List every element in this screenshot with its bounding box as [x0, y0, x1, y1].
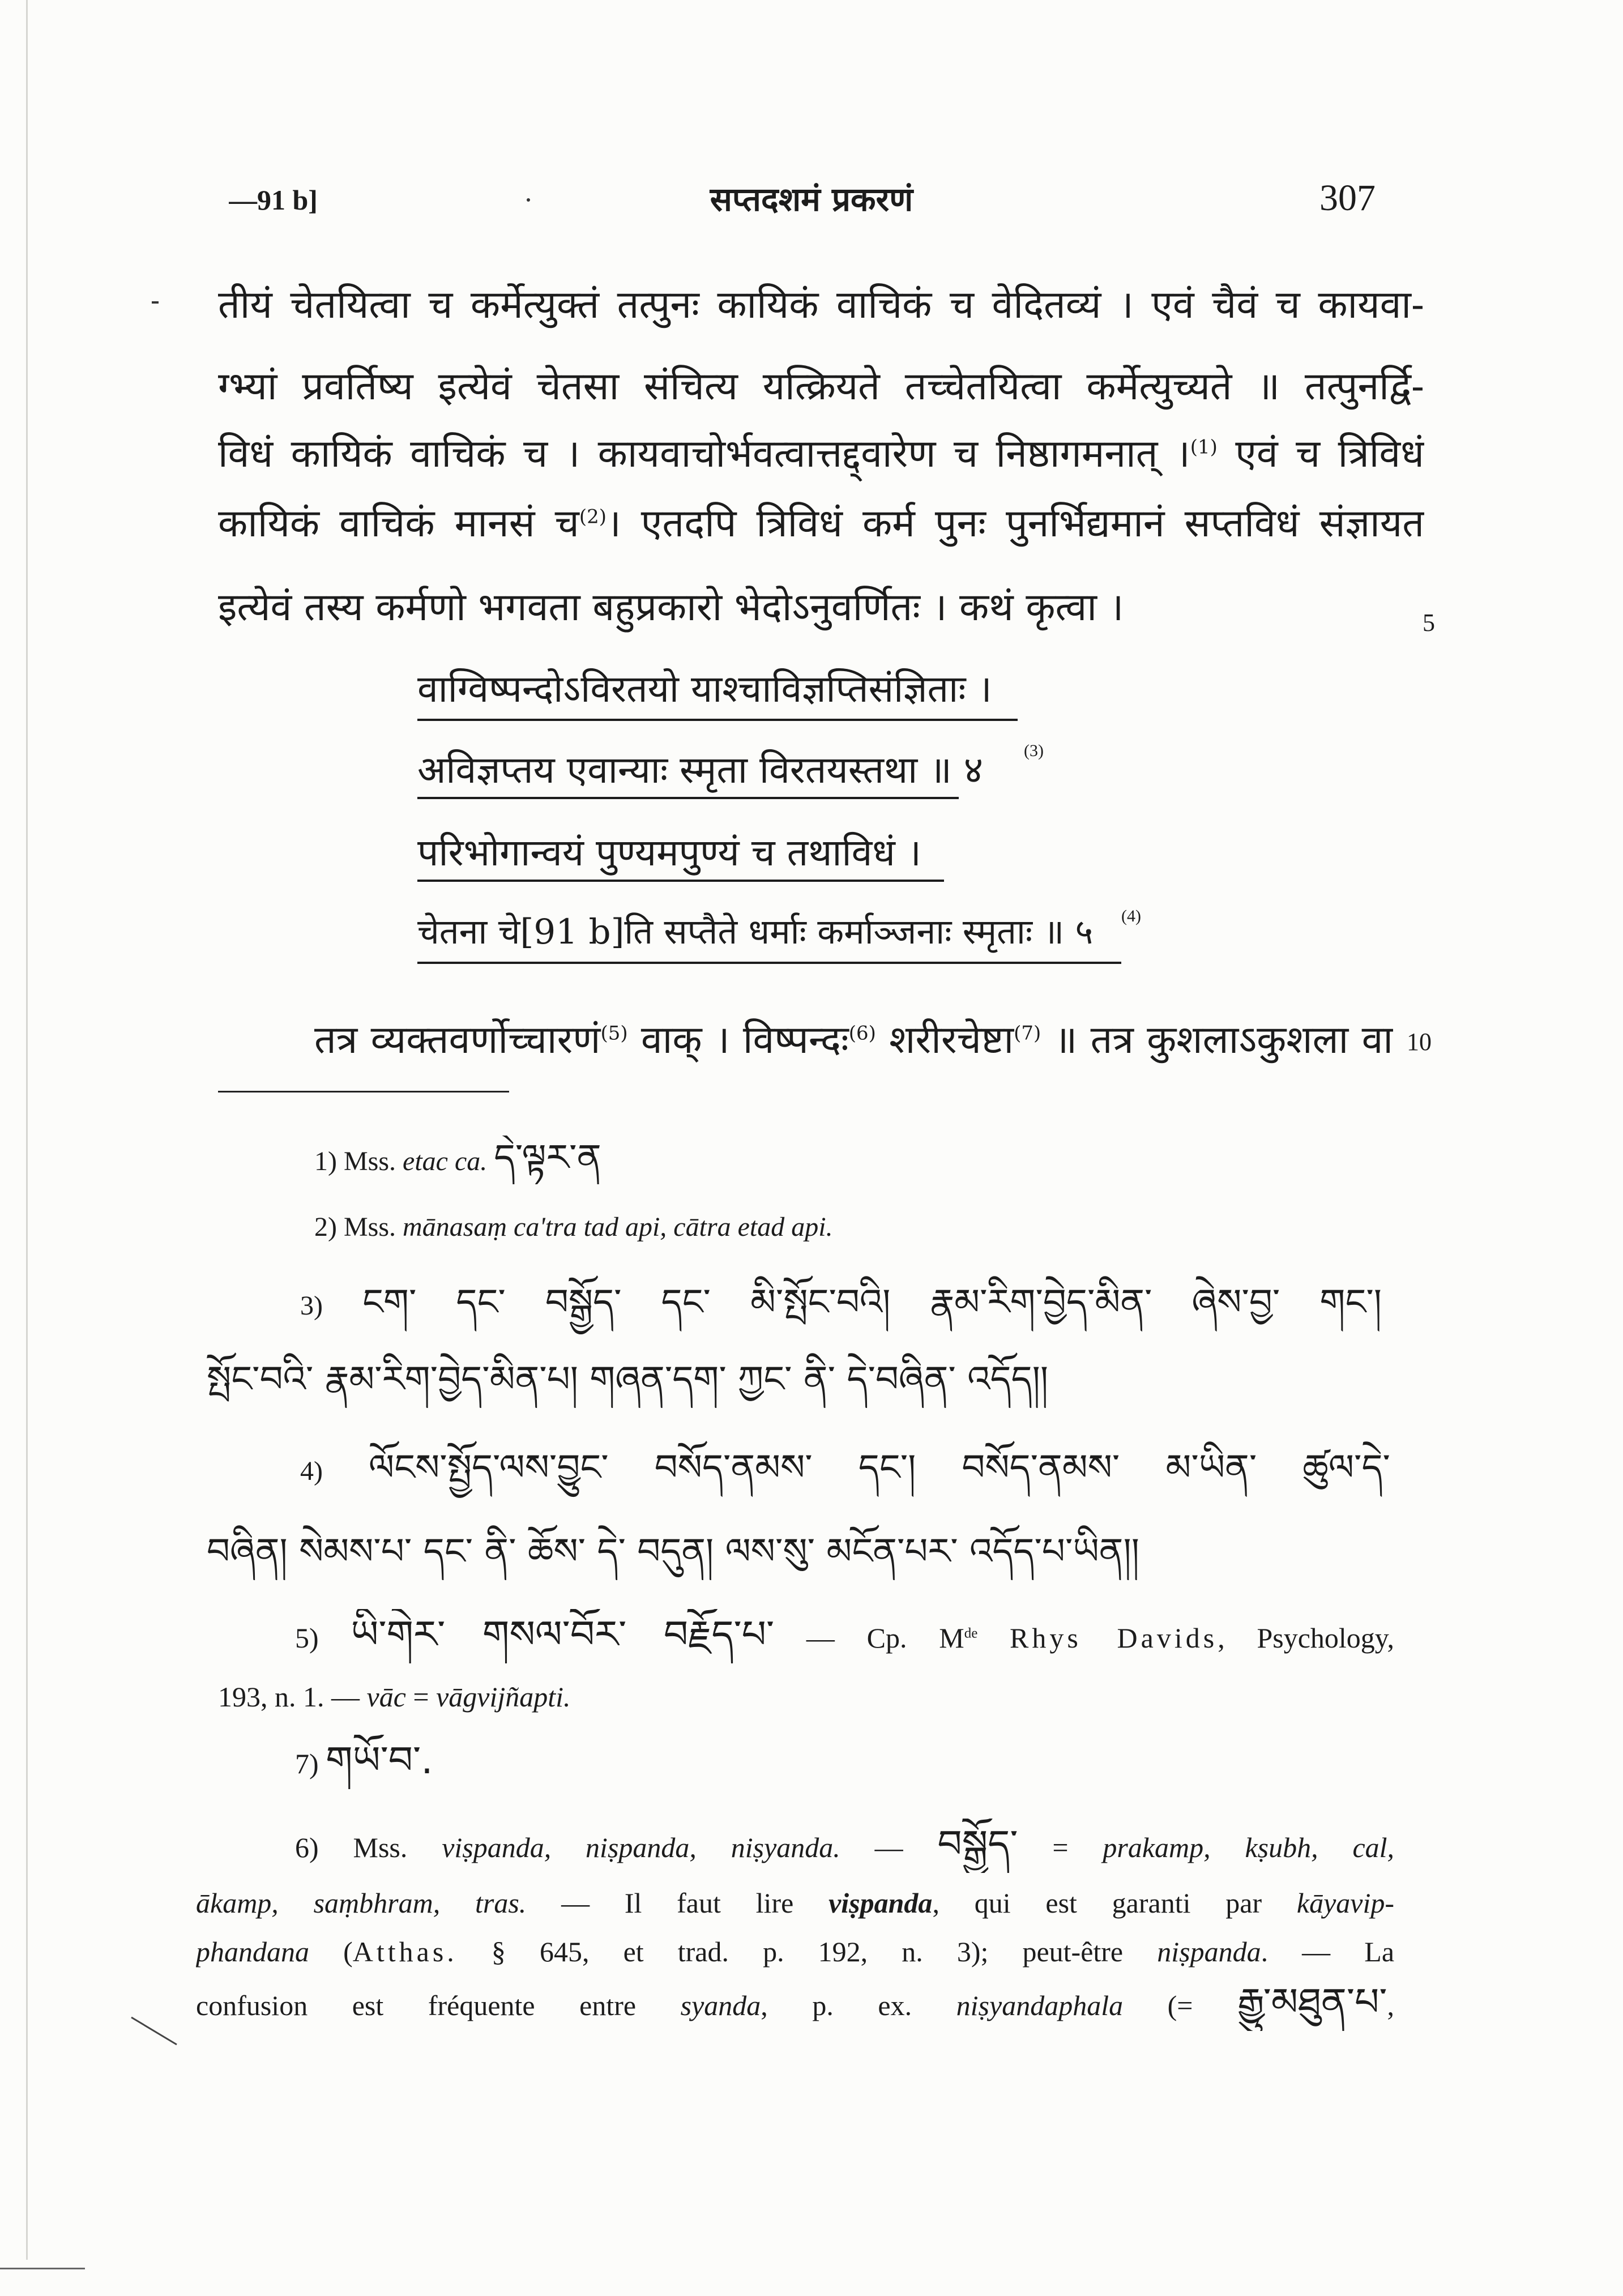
footnote-6-senses-2: ākamp, saṃbhram, tras.: [196, 1887, 527, 1919]
footnote-5-term-1: vāc: [366, 1681, 406, 1713]
footnote-4-line-2: བཞིན། སེམས་པ་ དང་ ནི་ ཆོས་ དེ་ བདུན། ལས་སུ་ མངོན་པར་ འདོད་པ་ཡིན།།: [207, 1531, 1139, 1573]
footnote-ref-4: (4): [1121, 907, 1141, 925]
footnote-5-work: , Psychology,: [1218, 1622, 1394, 1654]
footnote-3-tibetan-1: ངག་ དང་ བསྒྱོད་ དང་ མི་སྤོང་བའི། རྣམ་རིག་བྱེད་མིན་ ཞེས་བྱ་ གང་།: [362, 1282, 1382, 1324]
footnote-6-comma: ,: [1387, 1990, 1394, 2021]
footnote-6-text-1: — Il faut lire: [561, 1887, 794, 1919]
verse-line-1: वाग्विष्पन्दोऽविरतयो याश्चाविज्ञप्तिसंज्ञिताः ।: [417, 667, 992, 711]
footnote-1: [314, 1136, 937, 1184]
footnote-6-mss: Mss.: [353, 1832, 408, 1863]
footnote-separator: [218, 1091, 509, 1092]
footnote-5-cp: — Cp.: [806, 1622, 907, 1654]
footnote-6-term-syanda: syanda: [680, 1990, 761, 2021]
page-edge-shadow: [26, 0, 28, 2260]
footnote-6-alt-reading: niṣpanda: [1157, 1936, 1261, 1968]
footnote-ref-2: (2): [579, 505, 607, 528]
text-line-3: [218, 427, 1424, 481]
footnote-ref-7: (7): [1014, 1022, 1041, 1045]
footnote-6-dash: —: [874, 1832, 903, 1863]
footnote-6-text-6: , p. ex.: [761, 1990, 912, 2021]
line-number-10: 10: [1407, 1028, 1432, 1056]
margin-mark: [152, 301, 159, 304]
footnote-2-number: 2): [314, 1212, 337, 1242]
scan-mark-bottom: [0, 2268, 85, 2269]
footnote-ref-5: (5): [600, 1022, 628, 1045]
footnote-6-number: 6): [295, 1832, 319, 1863]
footnote-5-tibetan: ཡི་གེར་ གསལ་བོར་ བརྗོད་པ་: [351, 1612, 775, 1657]
footnote-5-line-2: [218, 1671, 784, 1722]
text-line-10-part-b: वाक् । विष्पन्दः: [627, 1018, 849, 1062]
text-line-10-part-a: तत्र व्यक्तवर्णोच्चारणं: [314, 1018, 601, 1062]
footnote-1-reading: etac ca.: [403, 1146, 488, 1176]
footnote-ref-6: (6): [848, 1022, 876, 1045]
footnote-4-tibetan-1: ལོངས་སྤྱོད་ལས་བྱུང་ བསོད་ནམས་ དང་། བསོད་ནམས་ མ་ཡིན་ ཚུལ་དེ་: [369, 1447, 1390, 1489]
verse-underline-1: [417, 719, 1018, 721]
footnote-1-number: 1): [314, 1146, 337, 1176]
verse-underline-3: [417, 880, 944, 882]
footnote-6-correct-reading: viṣpanda: [828, 1887, 933, 1919]
header-folio-ref: —91 b]: [229, 184, 318, 216]
verse-line-3: परिभोगान्वयं पुण्यमपुण्यं च तथाविधं ।: [417, 831, 921, 874]
verse-underline-2: [417, 797, 959, 799]
footnote-6-line-2: [196, 1877, 1394, 1928]
footnote-7-number: 7): [295, 1748, 319, 1779]
footnote-7: [295, 1735, 635, 1789]
footnote-2: [314, 1205, 1050, 1250]
footnote-6-senses-1: prakamp, kṣubh, cal,: [1103, 1832, 1394, 1863]
text-line-10-part-d: ॥ तत्र कुशलाऽकुशला वा: [1041, 1018, 1393, 1062]
footnote-3-number: 3): [300, 1291, 323, 1321]
line-number-5: 5: [1423, 609, 1435, 637]
footnote-6-line-3: [196, 1926, 1394, 1977]
header-dot-mark: [527, 198, 530, 202]
footnote-1-tibetan: དེ་ལྟར་ན: [494, 1137, 601, 1179]
footnote-5-line-1: [295, 1609, 1394, 1663]
footnote-6-text-2: , qui est garanti par: [932, 1887, 1262, 1919]
footnote-6-tibetan-2: རྒྱུ་མཐུན་པ་: [1237, 1979, 1387, 2024]
footnote-7-tibetan: གཡོ་བ་.: [326, 1738, 433, 1782]
page-number: 307: [1319, 177, 1376, 219]
text-line-10-part-c: शरीरचेष्टा: [875, 1018, 1014, 1062]
footnote-6-text-3: § 645, et trad. p. 192, n. 3); peut-être: [457, 1936, 1124, 1968]
text-line-2: ग्भ्यां प्रवर्तिष्य इत्येवं चेतसा संचित्य यत्क्रियते तच्चेतयित्वा कर्मेत्युच्यते ॥ तत्पुनर्द्वि-: [218, 364, 1424, 409]
footnote-4-number: 4): [300, 1456, 323, 1486]
footnote-6-term-phala: niṣyandaphala: [956, 1990, 1124, 2021]
verse-line-2: अविज्ञप्तय एवान्याः स्मृता विरतयस्तथा ॥ ४: [417, 748, 984, 792]
verse-underline-4: [417, 962, 1121, 964]
footnote-5-ref: 193, n. 1. —: [218, 1681, 360, 1713]
footnote-1-mss: Mss.: [343, 1146, 396, 1176]
text-line-4: [218, 497, 1424, 551]
text-line-1: तीयं चेतयित्वा च कर्मेत्युक्तं तत्पुनः कायिकं वाचिकं च वेदितव्यं । एवं चैवं च कायवा-: [218, 283, 1424, 327]
text-line-3-part-a: विधं कायिकं वाचिकं च । कायवाचोर्भवत्वात्तद्द्वारेण च निष्ठागमनात् ।: [218, 432, 1190, 476]
text-line-10: [314, 1013, 1393, 1068]
text-line-4-part-a: कायिकं वाचिकं मानसं च: [218, 501, 579, 546]
footnote-ref-1: (1): [1190, 436, 1218, 459]
footnote-5-title-sup: de: [964, 1625, 978, 1641]
text-line-5: इत्येवं तस्य कर्मणो भगवता बहुप्रकारो भेदोऽनुवर्णितः । कथं कृत्वा ।: [218, 585, 1124, 630]
footnote-5-term-2: vāgvijñapti.: [436, 1681, 571, 1713]
footnote-5-number: 5): [295, 1622, 319, 1654]
text-line-3-part-b: एवं च त्रिविधं: [1217, 432, 1424, 476]
page-title: सप्तदशमं प्रकरणं: [710, 180, 913, 219]
footnote-6-line-4: [196, 1977, 1394, 2031]
footnote-6-line-1: [295, 1819, 1394, 1873]
footnote-6-pali-2: phandana: [196, 1936, 309, 1968]
footnote-6-paren-open: (: [343, 1936, 353, 1968]
footnote-3-line-1: [300, 1274, 1382, 1334]
footnote-5-title: M: [939, 1622, 964, 1654]
verse-line-4: चेतना चे[91 b]ति सप्तैते धर्माः कर्माञ्जनाः स्मृताः ॥ ५: [417, 912, 1094, 952]
footnote-6-source: Atthas.: [352, 1936, 458, 1968]
footnote-5-equals: =: [413, 1681, 429, 1713]
footnote-6-text-5: confusion est fréquente entre: [196, 1990, 637, 2021]
footnote-5-author: Rhys Davids: [1010, 1622, 1218, 1654]
footnote-6-pali-1: kāyavip-: [1296, 1887, 1394, 1919]
footnote-2-mss: Mss.: [343, 1212, 396, 1242]
footnote-6-text-4: . — La: [1261, 1936, 1394, 1968]
footnote-3-line-2: སྤོང་བའི་ རྣམ་རིག་བྱེད་མིན་པ། གཞན་དག་ ཀྱང་ ནི་ དེ་བཞིན་ འདོད།།: [207, 1359, 1049, 1401]
footnote-6-paren-eq: (=: [1167, 1990, 1193, 2021]
footnote-2-reading: mānasaṃ ca'tra tad api, cātra etad api.: [403, 1212, 833, 1242]
footnote-6-equals: =: [1052, 1832, 1069, 1863]
footnote-ref-3: (3): [1024, 741, 1044, 760]
scan-stroke-mark: [129, 2014, 180, 2048]
footnote-6-tibetan-1: བསྒྱོད་: [937, 1821, 1018, 1866]
text-line-4-part-b: । एतदपि त्रिविधं कर्म पुनः पुनर्भिद्यमानं सप्तविधं संज्ञायत: [606, 501, 1424, 546]
footnote-4-line-1: [300, 1440, 1390, 1500]
footnote-6-readings: viṣpanda, niṣpanda, niṣyanda.: [442, 1832, 840, 1863]
